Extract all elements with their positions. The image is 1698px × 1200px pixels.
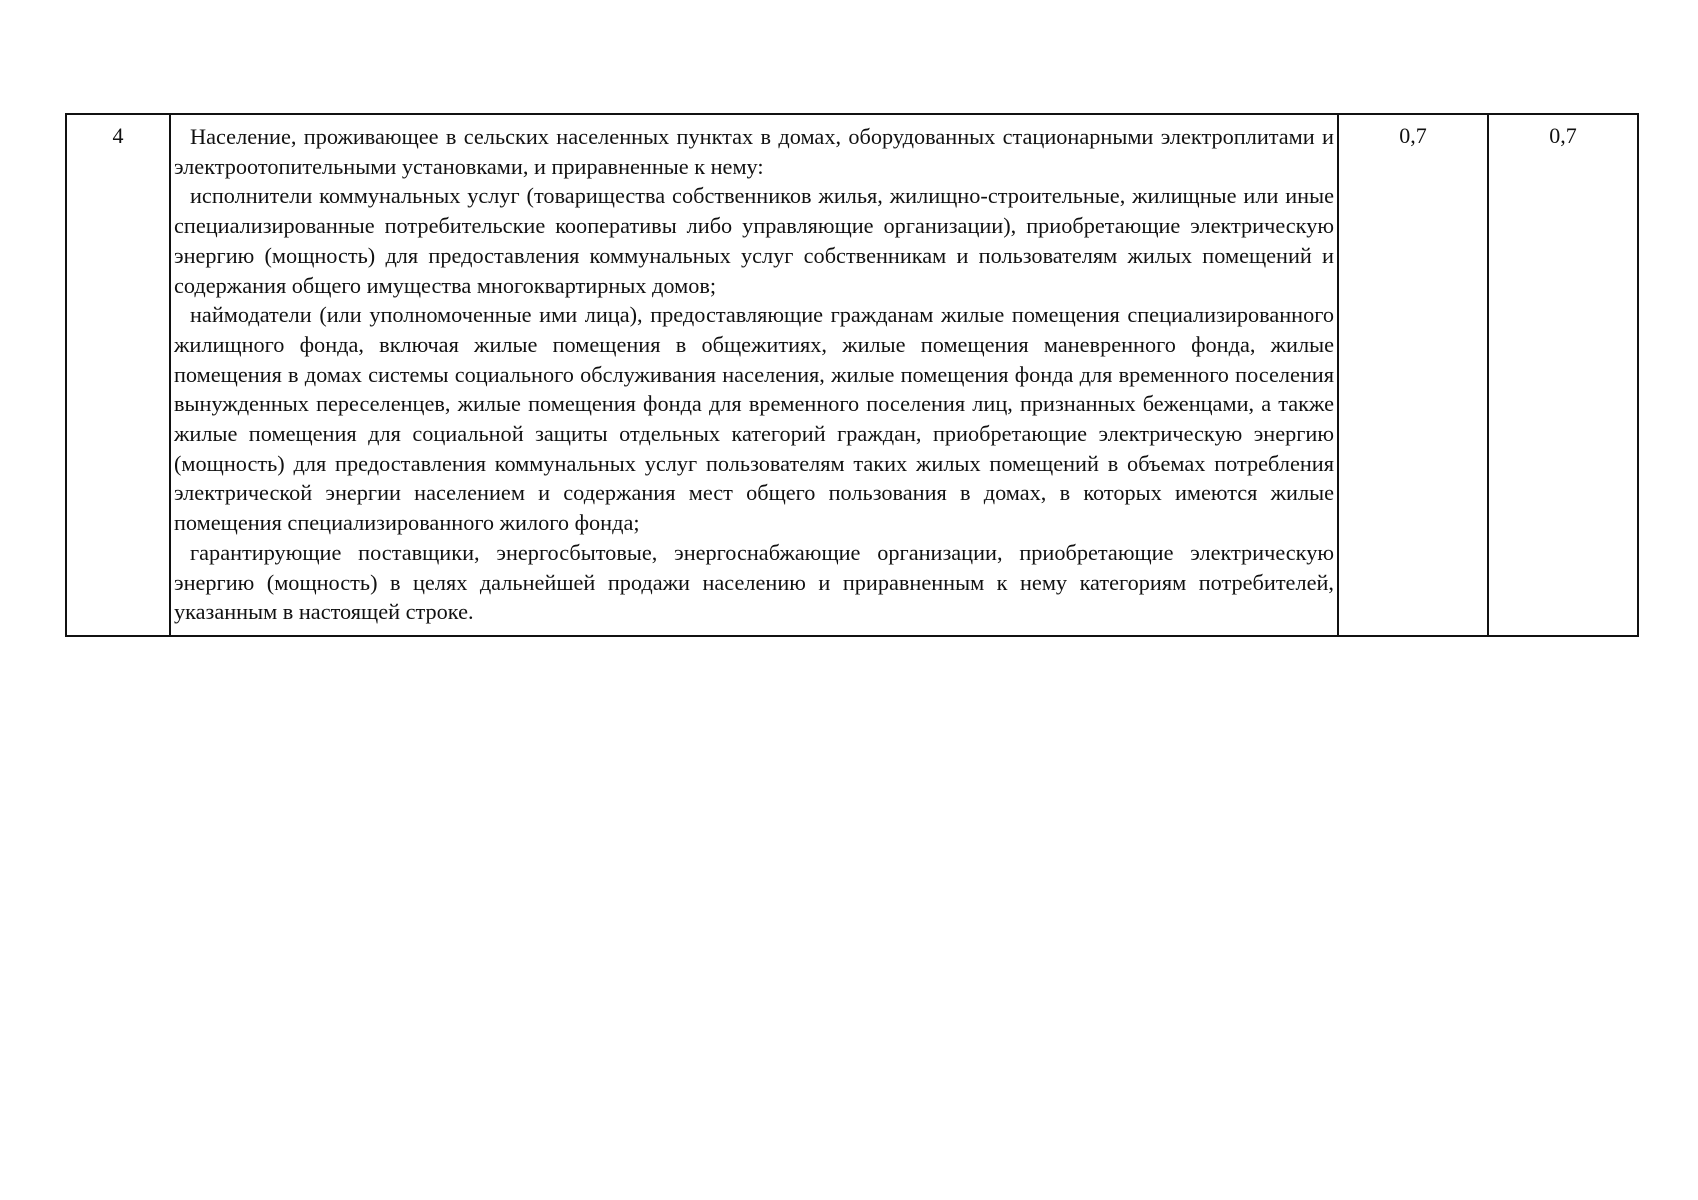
table-row <box>66 114 1638 636</box>
row-number-cell <box>66 114 170 636</box>
row-number: 4 <box>112 123 124 148</box>
row-value-1-cell <box>1338 114 1488 636</box>
row-value-2-cell <box>1488 114 1638 636</box>
description-paragraph: исполнители коммунальных услуг (товарищества собственников жилья, жилищно-строительные, жилищные или иные специализированные потребительские кооперативы либо управляющие организации), приобретающие электрическую энергию (мощность) для предоставления коммунальных услуг собственникам и пользователям жилых помещений и содержания общего имущества многоквартирных домов; <box>174 183 1334 298</box>
row-description-cell <box>170 114 1338 636</box>
description-paragraph: Население, проживающее в сельских населенных пунктах в домах, оборудованных стационарными электроплитами и электроотопительными установками, и приравненные к нему: <box>174 124 1334 179</box>
row-value-1: 0,7 <box>1399 123 1427 148</box>
description-paragraph: наймодатели (или уполномоченные ими лица), предоставляющие гражданам жилые помещения специализированного жилищного фонда, включая жилые помещения в общежитиях, жилые помещения маневренного фонда, жилые помещения в домах системы социального обслуживания населения, жилые помещения фонда для временного поселения вынужденных переселенцев, жилые помещения фонда для временного поселения лиц, признанных беженцами, а также жилые помещения для социальной защиты отдельных категорий граждан, приобретающие электрическую энергию (мощность) для предоставления коммунальных услуг пользователям таких жилых помещений в объемах потребления электрической энергии населением и содержания мест общего пользования в домах, в которых имеются жилые помещения специализированного жилого фонда; <box>174 302 1334 536</box>
description-paragraph: гарантирующие поставщики, энергосбытовые, энергоснабжающие организации, приобретающие электрическую энергию (мощность) в целях дальнейшей продажи населению и приравненным к нему категориям потребителей, указанным в настоящей строке. <box>174 539 1334 625</box>
row-value-2: 0,7 <box>1549 123 1577 148</box>
tariff-table <box>65 113 1639 637</box>
